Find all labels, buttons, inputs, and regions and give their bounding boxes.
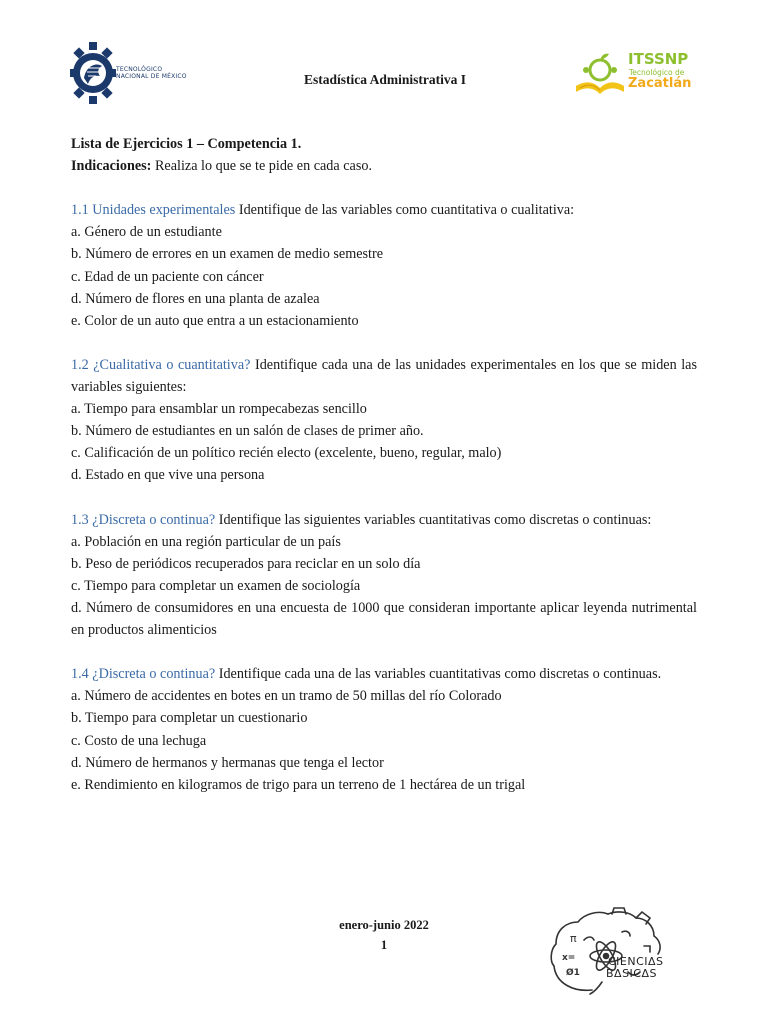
exercise-list — [71, 133, 697, 796]
section-1-1 — [71, 199, 697, 332]
itssnp-name: ITSSNP — [628, 50, 689, 68]
section-intro-text: Identifique las siguientes variables cuantitativas como discretas o continuas: — [218, 511, 652, 528]
x-equals-symbol: x= — [562, 953, 576, 963]
instructions — [71, 155, 697, 177]
doc-heading: Lista de Ejercicios 1 – Competencia 1. — [71, 136, 302, 152]
ciencias-label: CIENCIΔS — [608, 955, 664, 968]
section-intro-text: Identifique de las variables como cuantitativa o cualitativa: — [238, 202, 575, 219]
section-1-2 — [71, 354, 697, 487]
section-intro-text: Identifique cada una de las unidades experimentales en los que se miden las variables siguientes: — [71, 356, 697, 396]
section-1-4 — [71, 663, 697, 796]
itssnp-logo — [572, 48, 696, 102]
section-intro — [71, 199, 697, 221]
section-intro — [71, 354, 697, 398]
list-item: b. Tiempo para completar un cuestionario — [71, 710, 308, 727]
list-item: d. Número de consumidores en una encuesta de 1000 que consideran importante aplicar leyenda nutrimental en productos alimenticios — [71, 599, 697, 639]
section-title: 1.4 ¿Discreta o continua? — [71, 666, 216, 683]
list-item: a. Población en una región particular de un país — [71, 533, 341, 550]
list-item: d. Número de hermanos y hermanas que tenga el lector — [71, 754, 384, 771]
itssnp-line3: Zacatlán — [628, 76, 692, 91]
ciencias-basicas-logo — [544, 906, 704, 998]
list-item: c. Tiempo para completar un examen de sociología — [71, 577, 361, 594]
book-apple-icon — [572, 48, 628, 102]
page-number: 1 — [380, 938, 388, 952]
section-intro — [71, 509, 697, 531]
list-item: c. Calificación de un político recién electo (excelente, bueno, regular, malo) — [71, 445, 502, 462]
tecnm-logo-line1: TECNOLÓGICO — [116, 66, 163, 73]
list-item: e. Color de un auto que entra a un estacionamiento — [71, 312, 359, 329]
page-header — [70, 40, 700, 110]
section-intro-text: Identifique cada una de las variables cuantitativas como discretas o continuas. — [218, 666, 662, 683]
list-item: e. Rendimiento en kilogramos de trigo para un terreno de 1 hectárea de un trigal — [71, 776, 526, 793]
list-item: c. Edad de un paciente con cáncer — [71, 268, 264, 285]
section-title: 1.3 ¿Discreta o continua? — [71, 511, 216, 528]
itssnp-line2: Tecnológico de — [629, 68, 685, 77]
list-item: c. Costo de una lechuga — [71, 732, 207, 749]
instructions-label: Indicaciones: — [71, 158, 152, 175]
zero-one-symbol: Ø1 — [566, 968, 580, 978]
brain-atom-icon — [544, 906, 704, 998]
section-title: 1.2 ¿Cualitativa o cuantitativa? — [71, 356, 251, 373]
list-item: a. Tiempo para ensamblar un rompecabezas sencillo — [71, 401, 367, 418]
section-intro — [71, 663, 697, 685]
course-title: Estadística Administrativa I — [303, 72, 466, 87]
section-title: 1.1 Unidades experimentales — [71, 202, 236, 219]
tecnm-logo-line2: NACIONAL DE MÉXICO — [116, 73, 187, 80]
footer-period: enero-junio 2022 — [339, 918, 429, 932]
list-item: a. Género de un estudiante — [71, 224, 222, 241]
list-item: d. Estado en que vive una persona — [71, 467, 265, 484]
list-item: a. Número de accidentes en botes en un tramo de 50 millas del río Colorado — [71, 688, 502, 705]
instructions-text: Realiza lo que se te pide en cada caso. — [154, 158, 372, 175]
basicas-label: BΔSICΔS — [606, 967, 657, 980]
list-item: d. Número de flores en una planta de azalea — [71, 290, 320, 307]
pi-symbol: π — [570, 932, 577, 945]
list-item: b. Peso de periódicos recuperados para reciclar en un solo día — [71, 555, 421, 572]
list-item: b. Número de errores en un examen de medio semestre — [71, 246, 384, 263]
list-item: b. Número de estudiantes en un salón de clases de primer año. — [71, 423, 424, 440]
section-1-3 — [71, 509, 697, 642]
